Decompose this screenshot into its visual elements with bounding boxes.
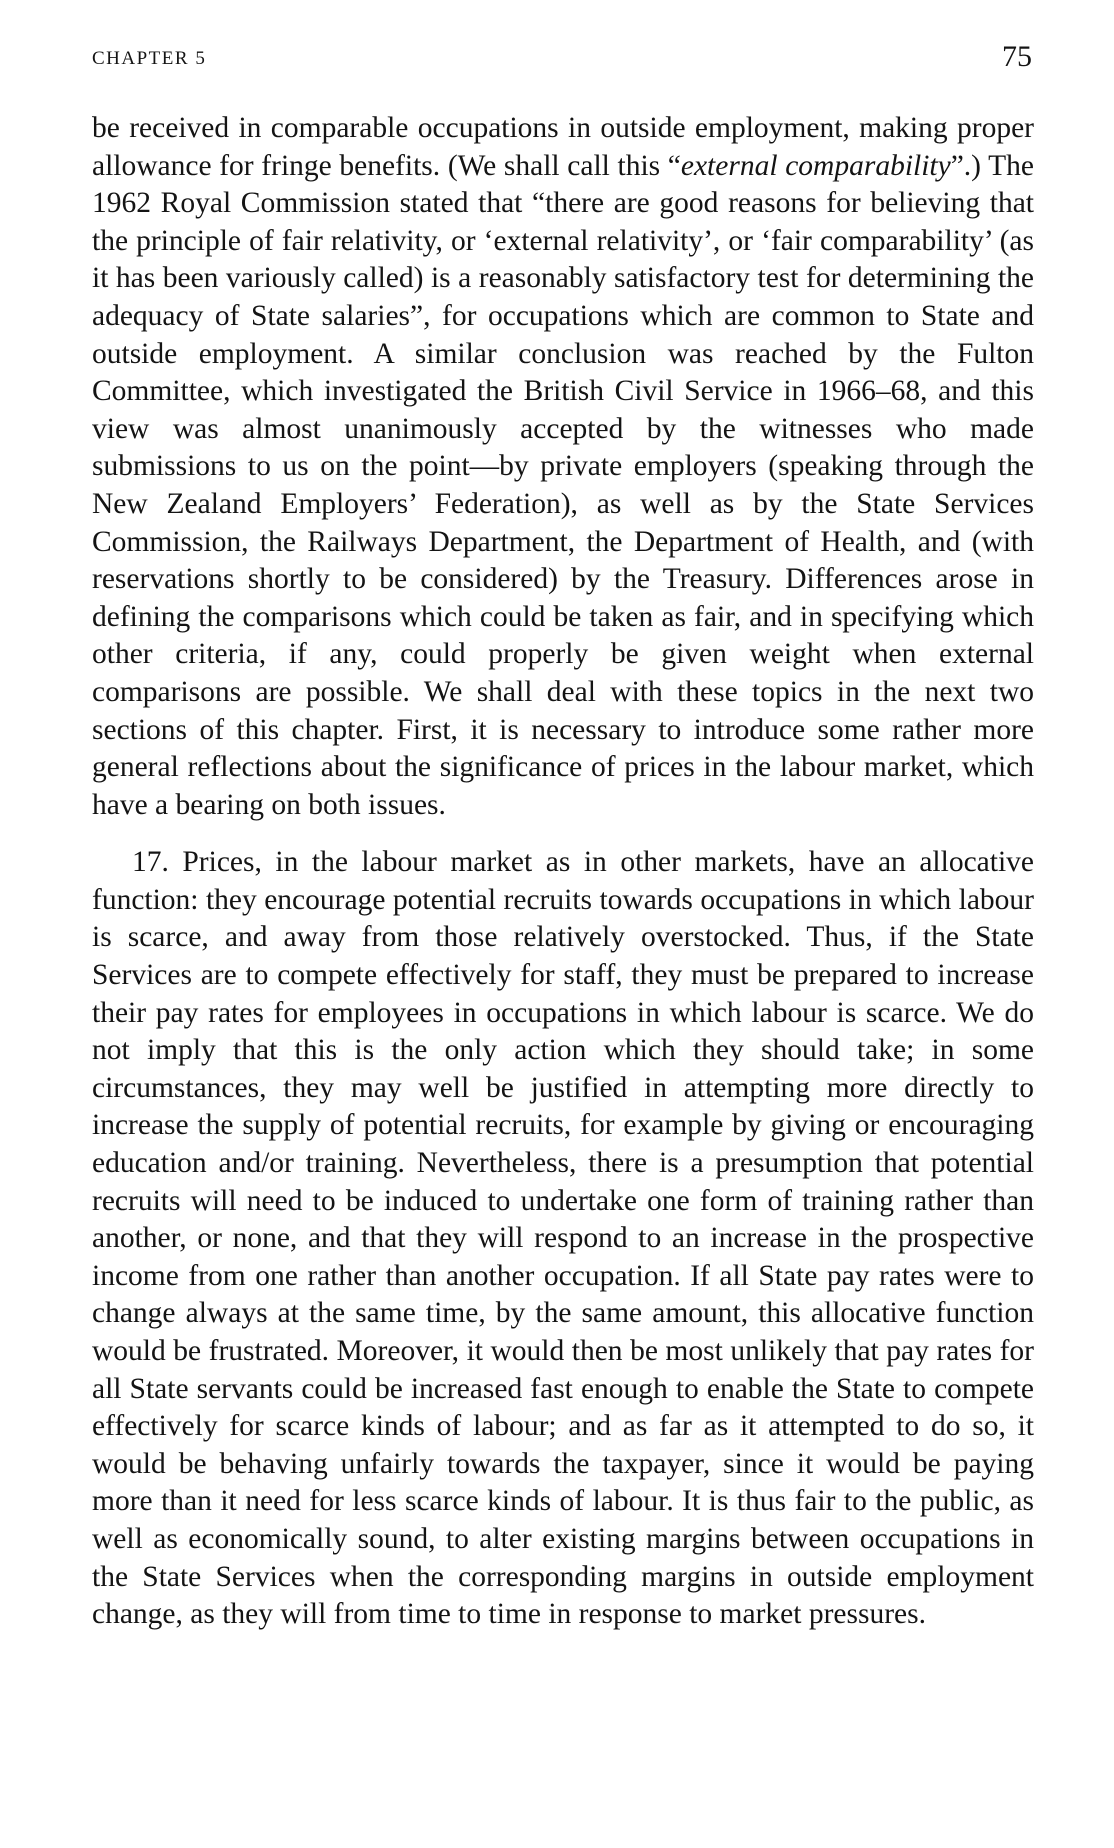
paragraph-17 xyxy=(92,844,1034,1633)
page-number: 75 xyxy=(1002,40,1032,73)
paragraph-continued xyxy=(92,110,1034,824)
text-segment: be received in comparable occupations in outside employment, making proper allowance for fringe benefits. (We shall call this “ xyxy=(92,112,1034,182)
text-segment: 17. Prices, in the labour market as in other markets, have an allocative function: they encourage potential recruits towards occupations in which labour is scarce, and away from those relatively overstocked. Thus, if the State Services are to compete effectively for staff, they must be prepared to increase their pay rates for employees in occupations in which labour is scarce. We do not imply that this is the only action which they should take; in some circumstances, they may well be justified in attempting more directly to increase the supply of potential recruits, for example by giving or encouraging education and/or training. Nevertheless, there is a presumption that potential recruits will need to be induced to undertake one form of training rather than another, or none, and that they will respond to an increase in the prospective income from one rather than another occupation. If all State pay rates were to change always at the same time, by the same amount, this allocative function would be frustrated. Moreover, it would then be most unlikely that pay rates for all State servants could be increased fast enough to enable the State to compete effectively for scarce kinds of labour; and as far as it attempted to do so, it would be behaving unfairly towards the taxpayer, since it would be paying more than it need for less scarce kinds of labour. It is thus fair to the public, as well as economically sound, to alter existing margins between occupations in the State Services when the corresponding margins in outside employment change, as they will from time to time in response to market pressures. xyxy=(92,846,1034,1631)
running-head xyxy=(92,40,1032,80)
text-segment-italic: external comparability xyxy=(680,149,951,182)
text-segment: ”.) The 1962 Royal Commission stated that “there are good reasons for believing that the principle of fair relativity, or ‘external relativity’, or ‘fair comparability’ (as it has been variously called) is a reasonably satisfactory test for determining the adequacy of State salaries”, for occupations which are common to State and outside employment. A similar conclusion was reached by the Fulton Committee, which investigated the British Civil Service in 1966–68, and this view was almost unanimously accepted by the witnesses who made submissions to us on the point—by private employers (speaking through the New Zealand Employers’ Federation), as well as by the State Services Commission, the Railways Department, the Department of Health, and (with reservations shortly to be considered) by the Treasury. Differences arose in defining the comparisons which could be taken as fair, and in specifying which other criteria, if any, could properly be given weight when external comparisons are possible. We shall deal with these topics in the next two sections of this chapter. First, it is necessary to introduce some rather more general reflections about the significance of prices in the labour market, which have a bearing on both issues. xyxy=(92,149,1034,821)
chapter-label: CHAPTER 5 xyxy=(92,48,207,69)
body-text xyxy=(92,110,1034,1634)
